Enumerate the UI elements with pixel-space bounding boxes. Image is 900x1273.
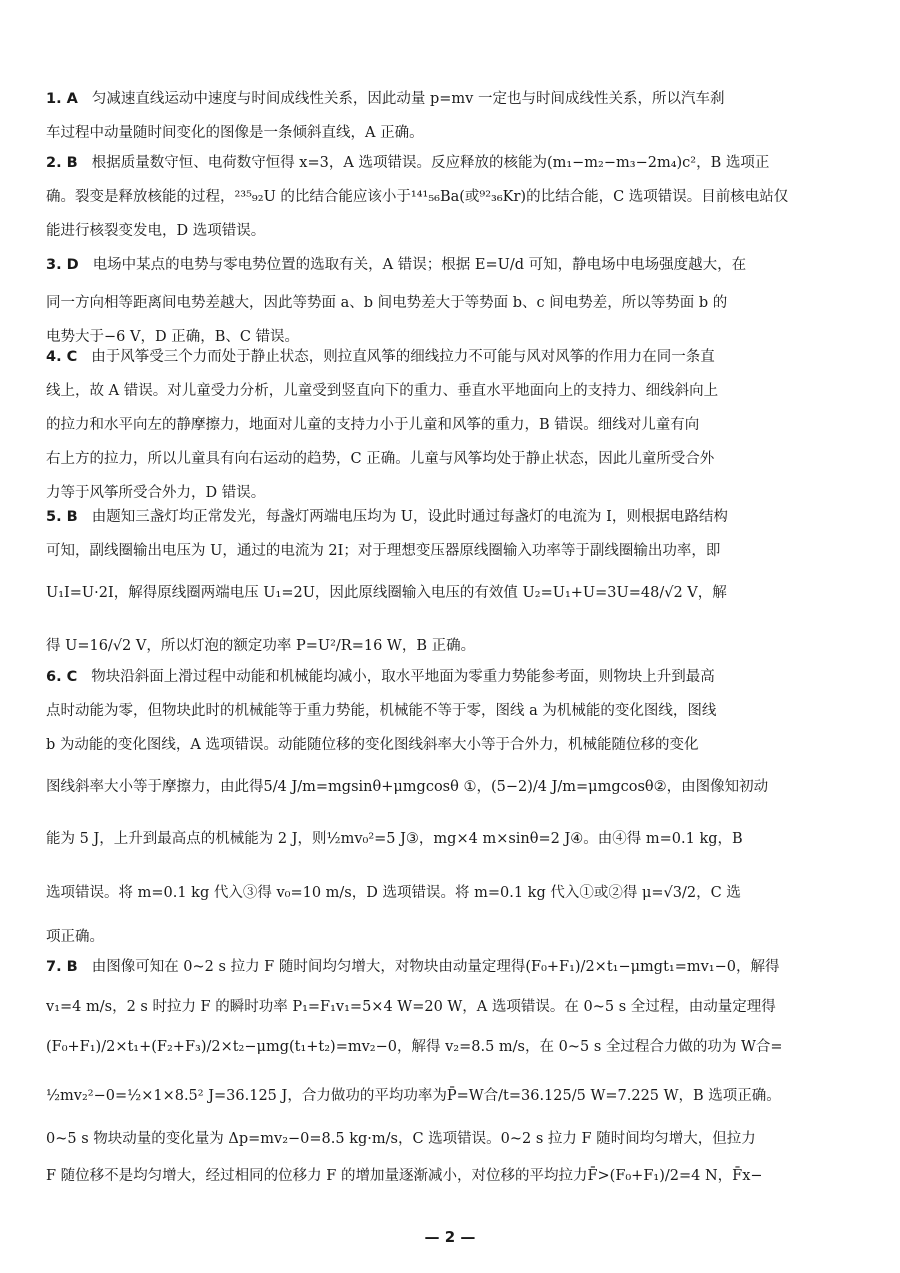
answer-item-6 bbox=[46, 660, 846, 954]
answer-line: U₁I=U·2I，解得原线圈两端电压 U₁=2U，因此原线圈输入电压的有效值 U₂=U₁+U=3U=48/√2 V，解 bbox=[46, 585, 727, 601]
answer-line: 得 U=16/√2 V，所以灯泡的额定功率 P=U²/R=16 W，B 正确。 bbox=[46, 638, 476, 654]
answer-line: 确。裂变是释放核能的过程，²³⁵₉₂U 的比结合能应该小于¹⁴¹₅₆Ba(或⁹²₃₆Kr)的比结合能，C 选项错误。目前核电站仅 bbox=[46, 189, 789, 205]
answer-number: 7. B bbox=[46, 959, 78, 975]
answer-item-5 bbox=[46, 500, 846, 674]
answer-item-1 bbox=[46, 82, 846, 150]
answer-line: 能为 5 J，上升到最高点的机械能为 2 J，则½mv₀²=5 J③，mg×4 m×sinθ=2 J④。由④得 m=0.1 kg，B bbox=[46, 831, 743, 847]
answer-line: F 随位移不是均匀增大，经过相同的位移力 F 的增加量逐渐减小，对位移的平均拉力F̄>(F₀+F₁)/2=4 N，F̄x− bbox=[46, 1168, 763, 1184]
answer-line: 由图像可知在 0~2 s 拉力 F 随时间均匀增大，对物块由动量定理得(F₀+F₁)/2×t₁−μmgt₁=mv₁−0，解得 bbox=[91, 959, 780, 975]
answer-line: 0~5 s 物块动量的变化量为 Δp=mv₂−0=8.5 kg·m/s，C 选项错误。0~2 s 拉力 F 随时间均匀增大，但拉力 bbox=[46, 1131, 756, 1147]
answer-number: 4. C bbox=[46, 349, 78, 365]
answer-number: 5. B bbox=[46, 509, 78, 525]
answer-line: 由题知三盏灯均正常发光，每盏灯两端电压均为 U，设此时通过每盏灯的电流为 I，则根据电路结构 bbox=[91, 509, 728, 525]
answer-line: 可知，副线圈输出电压为 U，通过的电流为 2I；对于理想变压器原线圈输入功率等于副线圈输出功率，即 bbox=[46, 543, 721, 559]
answer-line: 车过程中动量随时间变化的图像是一条倾斜直线，A 正确。 bbox=[46, 125, 424, 141]
answer-line: 线上，故 A 错误。对儿童受力分析，儿童受到竖直向下的重力、垂直水平地面向上的支持力、细线斜向上 bbox=[46, 383, 719, 399]
answer-item-7 bbox=[46, 944, 846, 1196]
answer-line: ½mv₂²−0=½×1×8.5² J=36.125 J，合力做功的平均功率为P̄=W合/t=36.125/5 W=7.225 W，B 选项正确。 bbox=[46, 1088, 781, 1104]
answer-item-4 bbox=[46, 340, 846, 510]
answer-line: 电场中某点的电势与零电势位置的选取有关，A 错误；根据 E=U/d 可知，静电场中电场强度越大，在 bbox=[92, 257, 747, 273]
answer-line: (F₀+F₁)/2×t₁+(F₂+F₃)/2×t₂−μmg(t₁+t₂)=mv₂−0，解得 v₂=8.5 m/s，在 0~5 s 全过程合力做的功为 W合= bbox=[46, 1039, 783, 1055]
answer-line: 根据质量数守恒、电荷数守恒得 x=3，A 选项错误。反应释放的核能为(m₁−m₂−m₃−2m₄)c²，B 选项正 bbox=[91, 155, 770, 171]
page-number: — 2 — bbox=[424, 1228, 476, 1246]
answer-line: 能进行核裂变发电，D 选项错误。 bbox=[46, 223, 266, 239]
answer-item-3 bbox=[46, 244, 846, 354]
answer-line: 物块沿斜面上滑过程中动能和机械能均减小，取水平地面为零重力势能参考面，则物块上升到最高 bbox=[91, 669, 715, 685]
answer-line: v₁=4 m/s，2 s 时拉力 F 的瞬时功率 P₁=F₁v₁=5×4 W=20 W，A 选项错误。在 0~5 s 全过程，由动量定理得 bbox=[46, 999, 776, 1015]
answer-number: 6. C bbox=[46, 669, 78, 685]
answer-line: 电势大于−6 V，D 正确，B、C 错误。 bbox=[46, 329, 300, 345]
answer-line: 匀减速直线运动中速度与时间成线性关系，因此动量 p=mv 一定也与时间成线性关系，所以汽车刹 bbox=[91, 91, 725, 107]
answer-line: 右上方的拉力，所以儿童具有向右运动的趋势，C 正确。儿童与风筝均处于静止状态，因此儿童所受合外 bbox=[46, 451, 715, 467]
answer-line: 图线斜率大小等于摩擦力，由此得5/4 J/m=mgsinθ+μmgcosθ ①，(5−2)/4 J/m=μmgcosθ②，由图像知初动 bbox=[46, 779, 769, 795]
answer-line: 选项错误。将 m=0.1 kg 代入③得 v₀=10 m/s，D 选项错误。将 m=0.1 kg 代入①或②得 μ=√3/2，C 选 bbox=[46, 885, 741, 901]
answer-line: 点时动能为零，但物块此时的机械能等于重力势能，机械能不等于零，图线 a 为机械能的变化图线，图线 bbox=[46, 703, 717, 719]
answer-line: 同一方向相等距离间电势差越大，因此等势面 a、b 间电势差大于等势面 b、c 间电势差，所以等势面 b 的 bbox=[46, 295, 728, 311]
answer-line: 由于风筝受三个力而处于静止状态，则拉直风筝的细线拉力不可能与风对风筝的作用力在同一条直 bbox=[91, 349, 715, 365]
answer-number: 2. B bbox=[46, 155, 78, 171]
answer-number: 1. A bbox=[46, 91, 78, 107]
answer-line: 力等于风筝所受合外力，D 错误。 bbox=[46, 485, 266, 501]
answer-item-2 bbox=[46, 146, 846, 248]
answer-line: b 为动能的变化图线，A 选项错误。动能随位移的变化图线斜率大小等于合外力，机械能随位移的变化 bbox=[46, 737, 699, 753]
answer-line: 的拉力和水平向左的静摩擦力，地面对儿童的支持力小于儿童和风筝的重力，B 错误。细线对儿童有向 bbox=[46, 417, 700, 433]
answer-line: 项正确。 bbox=[46, 929, 104, 945]
answer-number: 3. D bbox=[46, 257, 79, 273]
